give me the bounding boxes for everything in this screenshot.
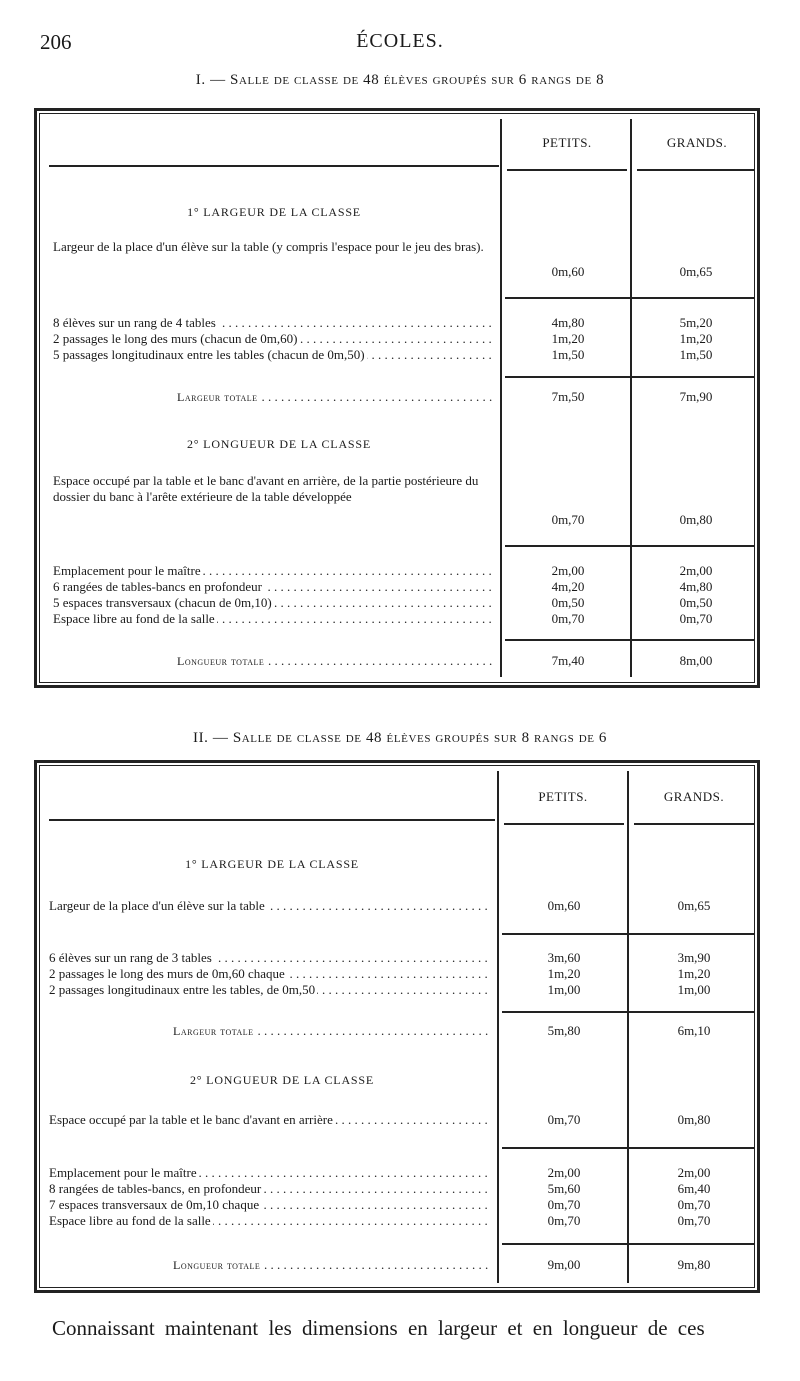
column-header-grands: GRANDS. [663, 789, 725, 804]
cell-petits: 2m,00 [547, 1165, 581, 1180]
total-label: Largeur totale . . . [177, 389, 495, 405]
rule [505, 639, 755, 641]
cell-grands: 1m,20 [679, 331, 713, 346]
rule [637, 169, 755, 171]
row-label: Emplacement pour le maître . . . [53, 563, 495, 579]
cell-grands: 0m,70 [679, 611, 713, 626]
cell-petits-total: 7m,40 [551, 653, 585, 668]
section-title: 2° LONGUEUR DE LA CLASSE [189, 1073, 374, 1087]
column-header-grands: GRANDS. [666, 135, 728, 150]
column-rule [630, 119, 632, 677]
row-label: Emplacement pour le maître . . . [49, 1165, 491, 1181]
cell-grands: 2m,00 [679, 563, 713, 578]
cell-petits: 5m,60 [547, 1181, 581, 1196]
total-label: Largeur totale . . . [173, 1023, 491, 1039]
cell-grands: 1m,00 [677, 982, 711, 997]
row-label: Espace libre au fond de la salle . . . [53, 611, 495, 627]
cell-grands: 6m,40 [677, 1181, 711, 1196]
table-1 [34, 108, 760, 688]
column-rule [627, 771, 629, 1283]
cell-grands: 3m,90 [677, 950, 711, 965]
cell-petits: 4m,20 [551, 579, 585, 594]
section-title: 1° LARGEUR DE LA CLASSE [187, 205, 361, 219]
row-label: Espace libre au fond de la salle . . . [49, 1213, 491, 1229]
cell-petits: 2m,00 [551, 563, 585, 578]
cell-petits: 4m,80 [551, 315, 585, 330]
cell-grands: 0m,80 [679, 512, 713, 527]
rule [507, 169, 627, 171]
cell-grands: 1m,50 [679, 347, 713, 362]
rule [49, 165, 499, 167]
section-title: 1° LARGEUR DE LA CLASSE [185, 857, 359, 871]
cell-petits: 0m,60 [551, 264, 585, 279]
cell-petits: 1m,20 [551, 331, 585, 346]
cell-grands: 0m,65 [679, 264, 713, 279]
cell-petits: 0m,70 [551, 611, 585, 626]
rule [505, 545, 755, 547]
cell-petits-total: 9m,00 [547, 1257, 581, 1272]
cell-petits: 0m,70 [547, 1213, 581, 1228]
row-label: 5 espaces transversaux (chacun de 0m,10) . . . [53, 595, 495, 611]
table-2-caption: II. — Salle de classe de 48 élèves groupés sur 8 rangs de 6 [192, 730, 608, 746]
cell-petits: 0m,60 [547, 898, 581, 913]
page-header [0, 30, 800, 60]
cell-grands: 4m,80 [679, 579, 713, 594]
row-label: Largeur de la place d'un élève sur la table (y compris l'espace pour le jeu des bras). [53, 239, 484, 254]
row-label: 6 rangées de tables-bancs en profondeur . . . [53, 579, 495, 595]
cell-petits-total: 5m,80 [547, 1023, 581, 1038]
column-header-petits: PETITS. [542, 135, 592, 150]
cell-grands: 0m,80 [677, 1112, 711, 1127]
cell-grands: 5m,20 [679, 315, 713, 330]
cell-petits: 0m,70 [547, 1197, 581, 1212]
rule [502, 933, 754, 935]
cell-grands: 2m,00 [677, 1165, 711, 1180]
rule [49, 819, 495, 821]
table-1-caption: I. — Salle de classe de 48 élèves groupés sur 6 rangs de 8 [195, 72, 605, 88]
column-header-petits: PETITS. [538, 789, 588, 804]
page-number: 206 [40, 30, 72, 54]
cell-grands-total: 7m,90 [679, 389, 713, 404]
rule [634, 823, 754, 825]
cell-grands: 1m,20 [677, 966, 711, 981]
cell-petits: 1m,20 [547, 966, 581, 981]
running-head: ÉCOLES. [356, 30, 444, 52]
cell-grands-total: 8m,00 [679, 653, 713, 668]
cell-petits: 1m,50 [551, 347, 585, 362]
row-label: Largeur de la place d'un élève sur la table . . . [49, 898, 491, 914]
rule [502, 1147, 754, 1149]
cell-petits: 0m,70 [551, 512, 585, 527]
cell-petits: 0m,70 [547, 1112, 581, 1127]
cell-petits: 0m,50 [551, 595, 585, 610]
row-label: Espace occupé par la table et le banc d'avant en arrière . . . [49, 1112, 491, 1128]
cell-petits: 1m,00 [547, 982, 581, 997]
cell-grands: 0m,65 [677, 898, 711, 913]
row-label: 8 rangées de tables-bancs, en profondeur . . . [49, 1181, 491, 1197]
body-paragraph: Connaissant maintenant les dimensions en largeur et en longueur de ces [52, 1316, 705, 1340]
total-label: Longueur totale . . . [177, 653, 495, 669]
cell-grands: 0m,50 [679, 595, 713, 610]
table-2 [34, 760, 760, 1293]
column-rule [500, 119, 502, 677]
cell-petits: 3m,60 [547, 950, 581, 965]
row-label: 2 passages le long des murs de 0m,60 chaque . . . [49, 966, 491, 982]
rule [502, 1011, 754, 1013]
rule [505, 297, 755, 299]
cell-grands-total: 6m,10 [677, 1023, 711, 1038]
row-label: 7 espaces transversaux de 0m,10 chaque . . . [49, 1197, 491, 1213]
rule [504, 823, 624, 825]
cell-grands: 0m,70 [677, 1197, 711, 1212]
row-label: 8 élèves sur un rang de 4 tables . . . [53, 315, 495, 331]
row-label: 6 élèves sur un rang de 3 tables . . . [49, 950, 491, 966]
rule [502, 1243, 754, 1245]
row-label: 2 passages longitudinaux entre les tables, de 0m,50 . . . [49, 982, 491, 998]
rule [505, 376, 755, 378]
cell-petits-total: 7m,50 [551, 389, 585, 404]
row-label: Espace occupé par la table et le banc d'avant en arrière, de la partie postérieure du dossier du banc à l'arête extérieure de la table développée [53, 473, 479, 504]
cell-grands-total: 9m,80 [677, 1257, 711, 1272]
cell-grands: 0m,70 [677, 1213, 711, 1228]
section-title: 2° LONGUEUR DE LA CLASSE [186, 437, 371, 451]
row-label: 5 passages longitudinaux entre les tables (chacun de 0m,50) . . . [53, 347, 495, 363]
total-label: Longueur totale . . . [173, 1257, 491, 1273]
row-label: 2 passages le long des murs (chacun de 0m,60) . . . [53, 331, 495, 347]
column-rule [497, 771, 499, 1283]
